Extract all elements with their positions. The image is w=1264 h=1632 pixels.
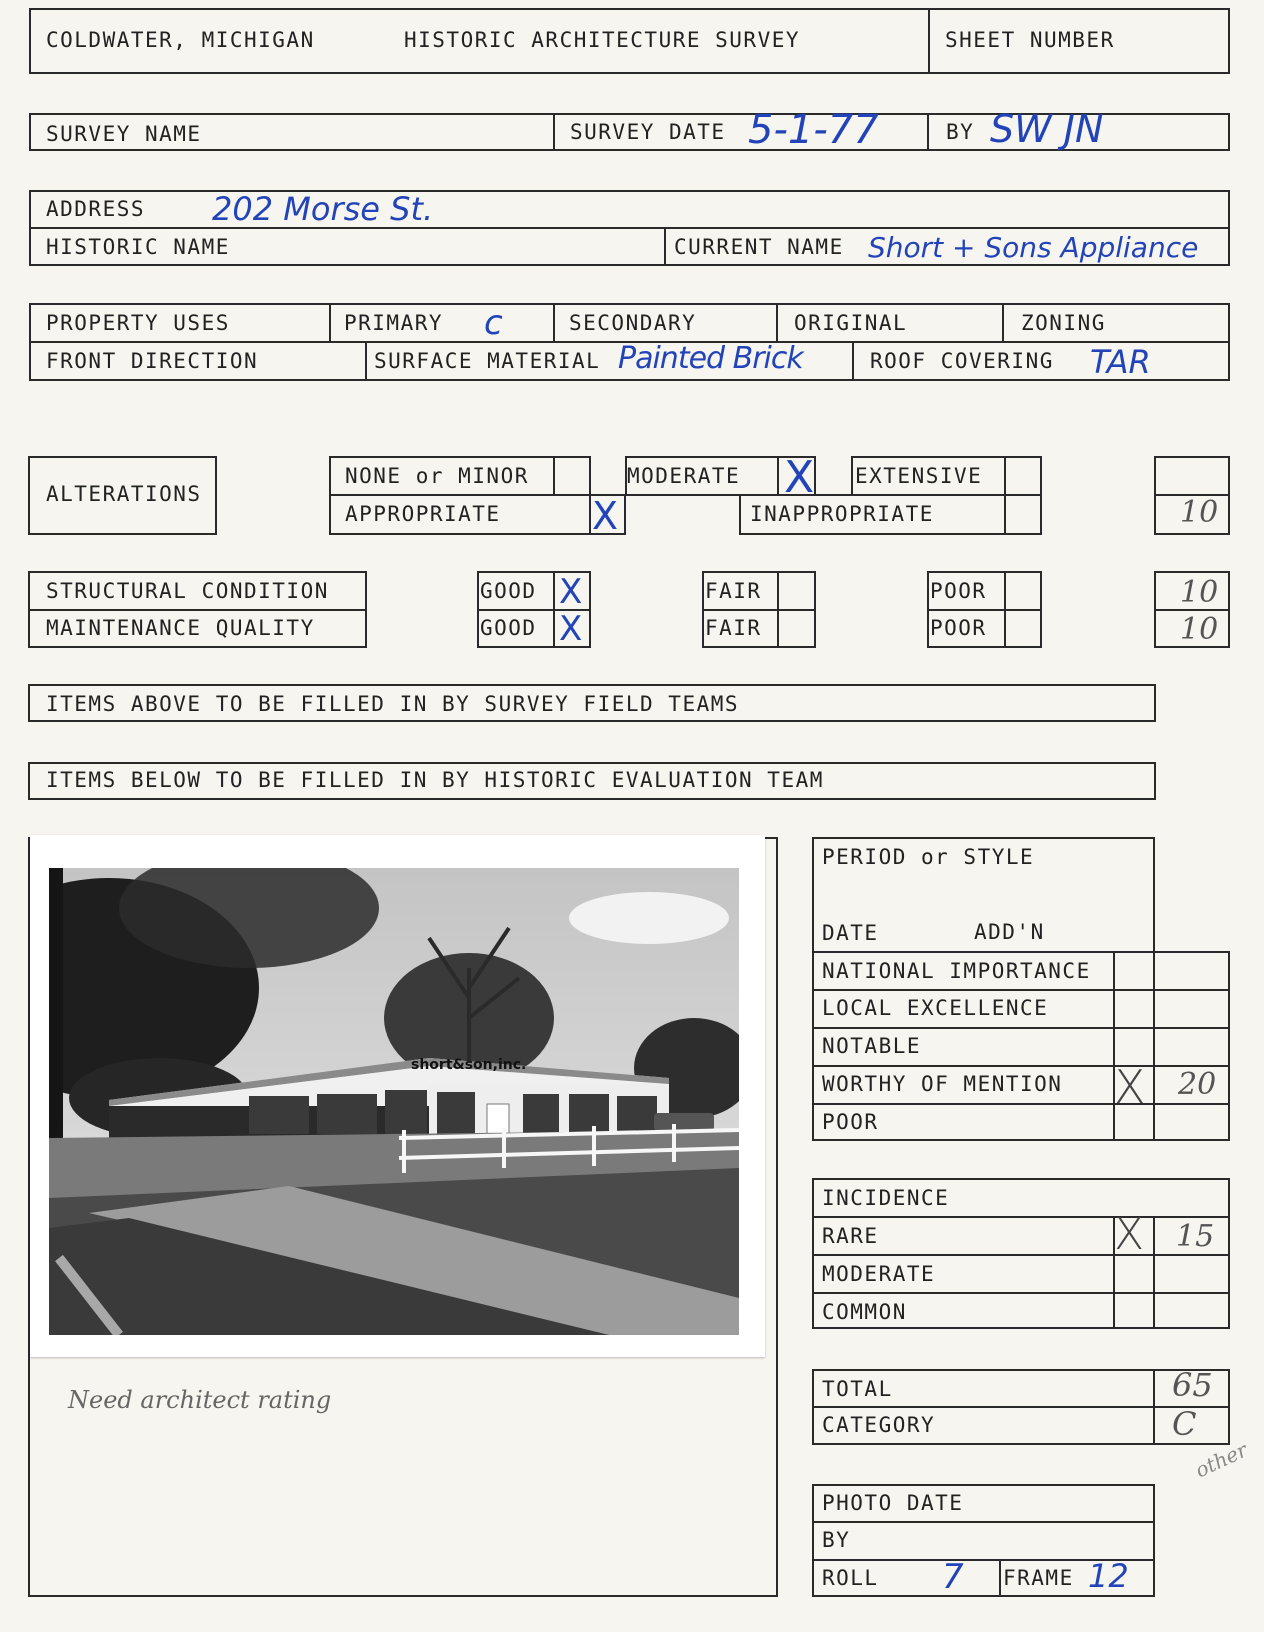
totals-score-divider <box>1153 1369 1155 1445</box>
address-label: ADDRESS <box>46 197 146 221</box>
address-value: 202 Morse St. <box>212 190 434 228</box>
common-label: COMMON <box>822 1300 907 1324</box>
importance-row-3 <box>812 1065 1230 1067</box>
survey-date-value: 5-1-77 <box>748 107 879 153</box>
property-uses-label: PROPERTY USES <box>46 311 230 335</box>
date-label: DATE <box>822 921 879 945</box>
alterations-score: 10 <box>1180 495 1219 530</box>
appropriate-check-divider <box>589 494 591 535</box>
current-name-value: Short + Sons Appliance <box>868 231 1199 264</box>
incidence-row-3 <box>812 1292 1230 1294</box>
address-divider <box>29 227 1230 229</box>
surface-material-label: SURFACE MATERIAL <box>374 349 601 373</box>
moderate-check-divider <box>777 456 779 496</box>
maintenance-poor-label: POOR <box>930 616 987 640</box>
moderate-label: MODERATE <box>627 464 741 488</box>
addn-label: ADD'N <box>974 920 1045 944</box>
structural-poor-label: POOR <box>930 579 987 603</box>
importance-row-1 <box>812 989 1230 991</box>
incidence-moderate-label: MODERATE <box>822 1262 936 1286</box>
incidence-row-1 <box>812 1216 1230 1218</box>
survey-divider-1 <box>553 113 555 151</box>
total-value: 65 <box>1172 1366 1213 1404</box>
rare-score: 15 <box>1176 1219 1215 1254</box>
roll-value: 7 <box>942 1557 964 1597</box>
building-photo <box>49 868 739 1335</box>
appropriate-mark: X <box>592 494 619 538</box>
maintenance-score: 10 <box>1180 612 1219 647</box>
importance-row-4 <box>812 1103 1230 1105</box>
header-divider <box>928 8 930 74</box>
survey-date-label: SURVEY DATE <box>570 120 726 144</box>
front-direction-label: FRONT DIRECTION <box>46 349 259 373</box>
moderate-mark: X <box>784 452 815 503</box>
fair-divider <box>702 609 816 611</box>
national-importance-label: NATIONAL IMPORTANCE <box>822 959 1091 983</box>
maintenance-quality-label: MAINTENANCE QUALITY <box>46 616 315 640</box>
local-excellence-label: LOCAL EXCELLENCE <box>822 996 1049 1020</box>
period-style-label: PERIOD or STYLE <box>822 845 1035 869</box>
current-name-label: CURRENT NAME <box>674 235 844 259</box>
handwritten-note: Need architect rating <box>68 1386 332 1414</box>
incidence-row-2 <box>812 1254 1230 1256</box>
rare-mark: X <box>1114 1209 1145 1260</box>
sheet-number-label: SHEET NUMBER <box>945 28 1115 52</box>
survey-by-value: SW JN <box>990 107 1104 151</box>
extensive-check-divider <box>1004 456 1006 496</box>
none-minor-label: NONE or MINOR <box>345 464 529 488</box>
property-vline-4 <box>1002 303 1004 341</box>
historic-name-label: HISTORIC NAME <box>46 235 230 259</box>
photo-by-label: BY <box>822 1528 851 1552</box>
maintenance-fair-label: FAIR <box>705 616 762 640</box>
roof-covering-value: TAR <box>1090 343 1151 381</box>
frame-label: FRAME <box>1003 1566 1074 1590</box>
zoning-label: ZONING <box>1021 311 1106 335</box>
items-above-note: ITEMS ABOVE TO BE FILLED IN BY SURVEY FIELD TEAMS <box>46 692 740 716</box>
worthy-of-mention-label: WORTHY OF MENTION <box>822 1072 1063 1096</box>
poor-divider <box>927 609 1042 611</box>
poor-check-divider <box>1004 571 1006 648</box>
structural-fair-label: FAIR <box>705 579 762 603</box>
survey-divider-2 <box>927 113 929 151</box>
poor-label: POOR <box>822 1110 879 1134</box>
category-value: C <box>1172 1405 1197 1443</box>
names-divider <box>664 227 666 266</box>
good-check-divider <box>553 571 555 648</box>
structural-good-label: GOOD <box>480 579 537 603</box>
importance-row-2 <box>812 1027 1230 1029</box>
property-vline-6 <box>852 341 854 381</box>
alterations-label: ALTERATIONS <box>46 482 202 506</box>
extensive-label: EXTENSIVE <box>855 464 983 488</box>
total-label: TOTAL <box>822 1377 893 1401</box>
structural-condition-label: STRUCTURAL CONDITION <box>46 579 329 603</box>
importance-score-divider <box>1153 951 1155 1141</box>
photo-date-label: PHOTO DATE <box>822 1491 964 1515</box>
primary-value: c <box>484 303 503 343</box>
condition-label-divider <box>28 609 367 611</box>
primary-label: PRIMARY <box>344 311 444 335</box>
category-label: CATEGORY <box>822 1413 936 1437</box>
fair-check-divider <box>777 571 779 648</box>
none-minor-check-divider <box>553 456 555 496</box>
roof-covering-label: ROOF COVERING <box>870 349 1054 373</box>
building-photo-image <box>49 868 739 1335</box>
photo-info-divider <box>999 1559 1001 1597</box>
maintenance-good-label: GOOD <box>480 616 537 640</box>
rare-label: RARE <box>822 1224 879 1248</box>
inappropriate-label: INAPPROPRIATE <box>750 502 934 526</box>
secondary-label: SECONDARY <box>569 311 697 335</box>
property-vline-1 <box>329 303 331 341</box>
property-vline-2 <box>553 303 555 341</box>
property-vline-5 <box>365 341 367 381</box>
roll-label: ROLL <box>822 1566 879 1590</box>
survey-name-label: SURVEY NAME <box>46 122 202 146</box>
incidence-label: INCIDENCE <box>822 1186 950 1210</box>
totals-divider <box>812 1406 1230 1408</box>
items-below-note: ITEMS BELOW TO BE FILLED IN BY HISTORIC EVALUATION TEAM <box>46 768 824 792</box>
property-vline-3 <box>776 303 778 341</box>
structural-score: 10 <box>1180 575 1219 610</box>
surface-material-value: Painted Brick <box>618 341 803 376</box>
frame-value: 12 <box>1088 1557 1129 1595</box>
worthy-score: 20 <box>1178 1067 1217 1102</box>
original-label: ORIGINAL <box>794 311 908 335</box>
structural-good-mark: X <box>559 572 583 612</box>
photo-info-row-1 <box>812 1521 1155 1523</box>
incidence-score-divider <box>1153 1216 1155 1329</box>
worthy-mark: X <box>1114 1060 1146 1114</box>
margin-note: other <box>1191 1437 1251 1483</box>
header-city: COLDWATER, MICHIGAN <box>46 28 315 52</box>
photo-sign-text: short&son,inc. <box>411 1057 527 1073</box>
appropriate-label: APPROPRIATE <box>345 502 501 526</box>
form-title: HISTORIC ARCHITECTURE SURVEY <box>404 28 801 52</box>
survey-by-label: BY <box>946 120 975 144</box>
inappropriate-check-divider <box>1004 494 1006 535</box>
notable-label: NOTABLE <box>822 1034 922 1058</box>
maintenance-good-mark: X <box>559 609 583 649</box>
